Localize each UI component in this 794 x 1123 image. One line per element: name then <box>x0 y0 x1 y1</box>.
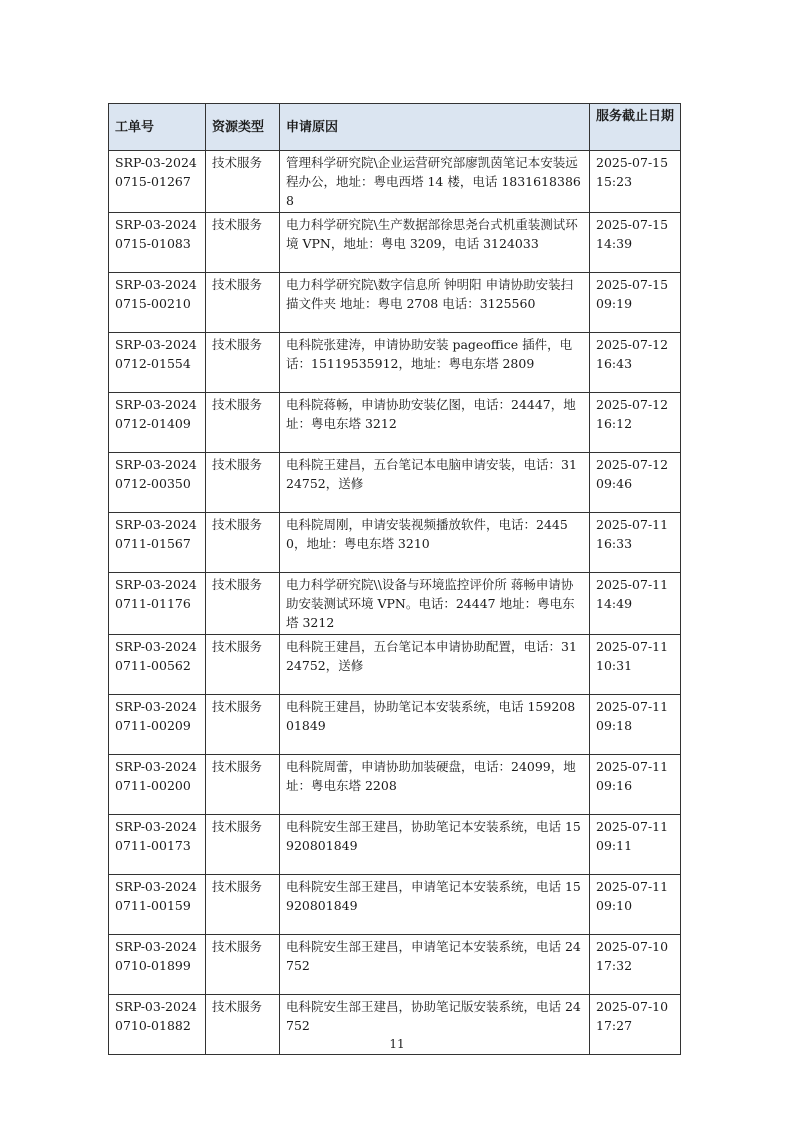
header-resource-type: 资源类型 <box>206 104 280 151</box>
cell-resource-type: 技术服务 <box>206 995 280 1055</box>
cell-deadline: 2025-07-15 14:39 <box>590 213 681 273</box>
cell-order-no: SRP-03-2024 0710-01899 <box>109 935 206 995</box>
cell-deadline: 2025-07-11 09:10 <box>590 875 681 935</box>
cell-resource-type: 技术服务 <box>206 273 280 333</box>
table-row <box>109 453 681 513</box>
table-body <box>109 151 681 1055</box>
cell-deadline: 2025-07-11 14:49 <box>590 573 681 635</box>
header-deadline: 服务截止日期 <box>590 104 681 151</box>
cell-reason: 电科院王建昌，五台笔记本申请协助配置，电话：3124752，送修 <box>280 635 590 695</box>
cell-deadline: 2025-07-11 09:18 <box>590 695 681 755</box>
cell-order-no: SRP-03-2024 0711-00209 <box>109 695 206 755</box>
cell-deadline: 2025-07-11 16:33 <box>590 513 681 573</box>
cell-order-no: SRP-03-2024 0711-00562 <box>109 635 206 695</box>
cell-reason: 电科院王建昌，协助笔记本安装系统，电话 15920801849 <box>280 695 590 755</box>
cell-order-no: SRP-03-2024 0710-01882 <box>109 995 206 1055</box>
cell-deadline: 2025-07-15 15:23 <box>590 151 681 213</box>
table-header-row <box>109 104 681 151</box>
cell-deadline: 2025-07-11 09:16 <box>590 755 681 815</box>
cell-reason: 电科院蒋畅，申请协助安装亿图，电话：24447，地址：粤电东塔 3212 <box>280 393 590 453</box>
table-row <box>109 333 681 393</box>
table-row <box>109 273 681 333</box>
cell-deadline: 2025-07-12 16:43 <box>590 333 681 393</box>
table-row <box>109 635 681 695</box>
cell-reason: 电力科学研究院\数字信息所 钟明阳 申请协助安装扫描文件夹 地址：粤电 2708 电话：3125560 <box>280 273 590 333</box>
cell-deadline: 2025-07-12 16:12 <box>590 393 681 453</box>
cell-reason: 电科院周蕾，申请协助加装硬盘，电话：24099，地址：粤电东塔 2208 <box>280 755 590 815</box>
table-row <box>109 151 681 213</box>
cell-order-no: SRP-03-2024 0715-01267 <box>109 151 206 213</box>
cell-order-no: SRP-03-2024 0712-00350 <box>109 453 206 513</box>
cell-deadline: 2025-07-15 09:19 <box>590 273 681 333</box>
ticket-table <box>108 103 681 1055</box>
cell-resource-type: 技术服务 <box>206 333 280 393</box>
cell-reason: 管理科学研究院\企业运营研究部廖凯茵笔记本安装远程办公，地址：粤电西塔 14 楼，电话 18316183868 <box>280 151 590 213</box>
table-row <box>109 875 681 935</box>
cell-reason: 电力科学研究院\\设备与环境监控评价所 蒋畅申请协助安装测试环境 VPN。电话：24447 地址：粤电东塔 3212 <box>280 573 590 635</box>
cell-resource-type: 技术服务 <box>206 695 280 755</box>
cell-resource-type: 技术服务 <box>206 213 280 273</box>
cell-resource-type: 技术服务 <box>206 573 280 635</box>
cell-reason: 电科院张建涛，申请协助安装 pageoffice 插件，电话：15119535912，地址：粤电东塔 2809 <box>280 333 590 393</box>
header-order-no: 工单号 <box>109 104 206 151</box>
table-row <box>109 935 681 995</box>
cell-resource-type: 技术服务 <box>206 875 280 935</box>
table-row <box>109 213 681 273</box>
table-row <box>109 513 681 573</box>
cell-reason: 电力科学研究院\生产数据部徐思尧台式机重装测试环境 VPN，地址：粤电 3209，电话 3124033 <box>280 213 590 273</box>
cell-resource-type: 技术服务 <box>206 755 280 815</box>
ticket-table-container <box>108 103 680 1055</box>
cell-order-no: SRP-03-2024 0712-01409 <box>109 393 206 453</box>
table-row <box>109 755 681 815</box>
header-reason: 申请原因 <box>280 104 590 151</box>
cell-resource-type: 技术服务 <box>206 635 280 695</box>
cell-deadline: 2025-07-11 10:31 <box>590 635 681 695</box>
cell-order-no: SRP-03-2024 0711-00159 <box>109 875 206 935</box>
cell-reason: 电科院安生部王建昌，协助笔记版安装系统，电话 24752 <box>280 995 590 1055</box>
cell-deadline: 2025-07-11 09:11 <box>590 815 681 875</box>
cell-resource-type: 技术服务 <box>206 453 280 513</box>
table-row <box>109 695 681 755</box>
cell-reason: 电科院王建昌，五台笔记本电脑申请安装，电话：3124752，送修 <box>280 453 590 513</box>
cell-order-no: SRP-03-2024 0715-01083 <box>109 213 206 273</box>
table-row <box>109 393 681 453</box>
cell-reason: 电科院周刚，申请安装视频播放软件，电话：24450，地址：粤电东塔 3210 <box>280 513 590 573</box>
cell-order-no: SRP-03-2024 0711-01567 <box>109 513 206 573</box>
cell-deadline: 2025-07-12 09:46 <box>590 453 681 513</box>
cell-order-no: SRP-03-2024 0711-00173 <box>109 815 206 875</box>
cell-resource-type: 技术服务 <box>206 393 280 453</box>
table-row <box>109 573 681 635</box>
page-number: 11 <box>389 1037 405 1051</box>
cell-order-no: SRP-03-2024 0712-01554 <box>109 333 206 393</box>
cell-deadline: 2025-07-10 17:32 <box>590 935 681 995</box>
cell-resource-type: 技术服务 <box>206 815 280 875</box>
cell-order-no: SRP-03-2024 0711-01176 <box>109 573 206 635</box>
cell-deadline: 2025-07-10 17:27 <box>590 995 681 1055</box>
cell-reason: 电科院安生部王建昌，申请笔记本安装系统，电话 24752 <box>280 935 590 995</box>
cell-reason: 电科院安生部王建昌，协助笔记本安装系统，电话 15920801849 <box>280 815 590 875</box>
cell-resource-type: 技术服务 <box>206 513 280 573</box>
table-row <box>109 815 681 875</box>
cell-order-no: SRP-03-2024 0711-00200 <box>109 755 206 815</box>
cell-reason: 电科院安生部王建昌，申请笔记本安装系统，电话 15920801849 <box>280 875 590 935</box>
cell-order-no: SRP-03-2024 0715-00210 <box>109 273 206 333</box>
cell-resource-type: 技术服务 <box>206 935 280 995</box>
cell-resource-type: 技术服务 <box>206 151 280 213</box>
